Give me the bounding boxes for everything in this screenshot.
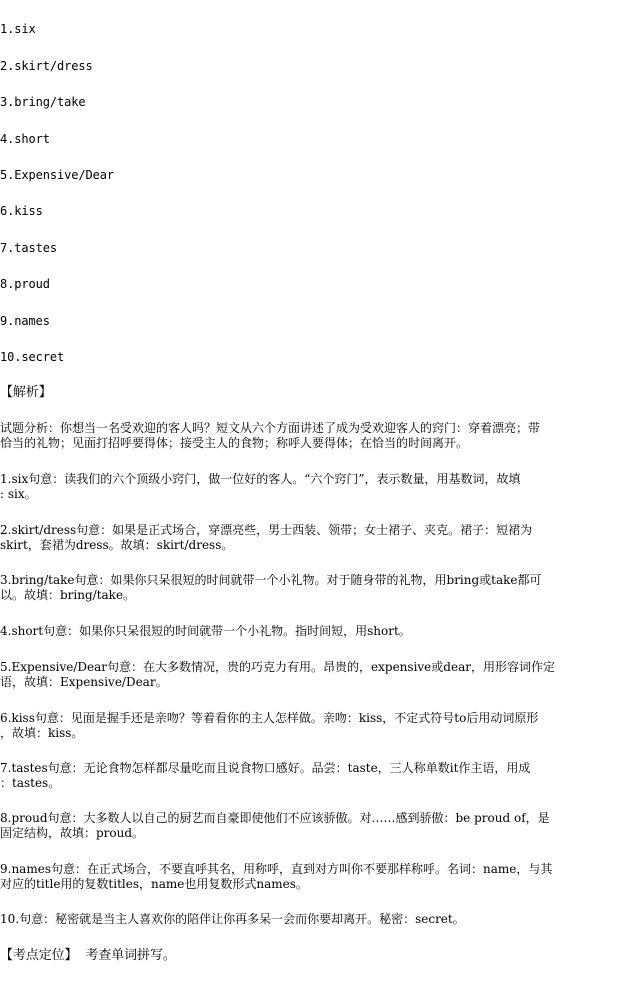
explanation-6-line-1: 6.kiss句意：见面是握手还是亲吻？等着看你的主人怎样做。亲吻：kiss，不定式符号to后用动词原形 <box>0 711 539 725</box>
explanation-8-line-2: 固定结构，故填：proud。 <box>0 826 145 840</box>
explanation-8 <box>0 811 630 841</box>
answer-line-5: 5.Expensive/Dear <box>0 168 114 182</box>
answer-line-8: 8.proud <box>0 277 50 291</box>
kaodian-line <box>0 948 630 963</box>
answer-line-4: 4.short <box>0 132 50 146</box>
explanation-6 <box>0 711 630 741</box>
explanation-5-line-1: 5.Expensive/Dear句意：在大多数情况，贵的巧克力有用。昂贵的，expensive或dear，用形容词作定 <box>0 660 555 674</box>
answer-line-2: 2.skirt/dress <box>0 59 93 73</box>
explanation-3-line-2: 以。故填：bring/take。 <box>0 588 136 602</box>
explanation-4-line-1: 4.short句意：如果你只呆很短的时间就带一个小礼物。指时间短，用short。 <box>0 624 411 638</box>
explanation-9-line-2: 对应的title用的复数titles，name也用复数形式names。 <box>0 877 308 891</box>
explanation-2-line-1: 2.skirt/dress句意：如果是正式场合，穿漂亮些，男士西装、领带；女士裙子、夹克。裙子：短裙为 <box>0 523 533 537</box>
answer-line-10: 10.secret <box>0 350 65 364</box>
summary-paragraph <box>0 421 630 451</box>
explanation-9 <box>0 862 630 892</box>
answer-line-3: 3.bring/take <box>0 95 86 109</box>
explanation-1-line-2: : six。 <box>0 487 37 501</box>
analysis-heading: 【解析】 <box>0 385 52 400</box>
explanation-7-line-2: ：tastes。 <box>0 776 61 790</box>
explanation-3-line-1: 3.bring/take句意：如果你只呆很短的时间就带一个小礼物。对于随身带的礼物，用bring或take都可 <box>0 573 542 587</box>
explanation-1-line-1: 1.six句意：读我们的六个顶级小窍门，做一位好的客人。“六个窍门”，表示数量，用基数词，故填 <box>0 472 521 486</box>
answer-line-9: 9.names <box>0 314 50 328</box>
explanation-6-line-2: ，故填：kiss。 <box>0 726 84 740</box>
explanation-10-line-1: 10.句意：秘密就是当主人喜欢你的陪伴让你再多呆一会而你要却离开。秘密：secret。 <box>0 912 465 926</box>
answer-line-1: 1.six <box>0 22 36 36</box>
explanation-8-line-1: 8.proud句意：大多数人以自己的厨艺而自豪即使他们不应该骄傲。对……感到骄傲：be proud of，是 <box>0 811 550 825</box>
answer-line-6: 6.kiss <box>0 204 43 218</box>
explanation-9-line-1: 9.names句意：在正式场合，不要直呼其名，用称呼，直到对方叫你不要那样称呼。名词：name，与其 <box>0 862 553 876</box>
explanation-1 <box>0 472 630 502</box>
explanation-5 <box>0 660 630 690</box>
kaodian-heading: 【考点定位】 <box>0 948 78 963</box>
explanation-7-line-1: 7.tastes句意：无论食物怎样都尽量吃而且说食物口感好。品尝：taste，三人称单数it作主语，用成 <box>0 761 531 775</box>
explanation-3 <box>0 573 630 603</box>
summary-line-1: 试题分析：你想当一名受欢迎的客人吗？短文从六个方面讲述了成为受欢迎客人的窍门：穿着漂亮；带 <box>0 421 541 435</box>
explanation-4 <box>0 624 630 639</box>
explanation-2 <box>0 523 630 553</box>
explanation-7 <box>0 761 630 791</box>
explanation-10 <box>0 912 630 927</box>
explanation-5-line-2: 语，故填：Expensive/Dear。 <box>0 675 168 689</box>
explanation-2-line-2: skirt，套裙为dress。故填：skirt/dress。 <box>0 538 234 552</box>
kaodian-text: 考查单词拼写。 <box>85 948 176 963</box>
answer-line-7: 7.tastes <box>0 241 57 255</box>
summary-line-2: 恰当的礼物；见面打招呼要得体；接受主人的食物；称呼人要得体；在恰当的时间离开。 <box>0 436 469 450</box>
